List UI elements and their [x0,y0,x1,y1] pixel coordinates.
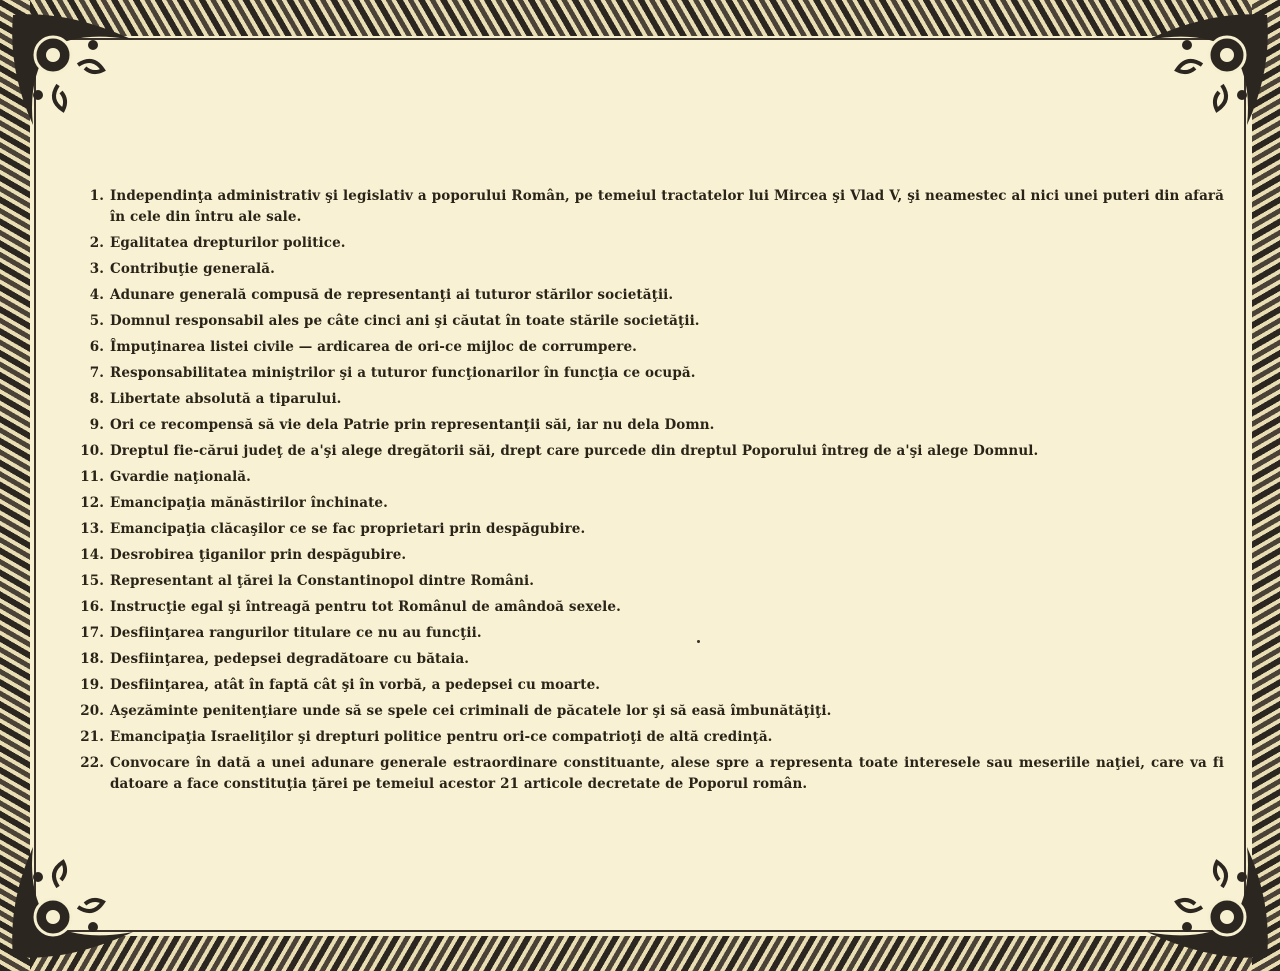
article-number: 13. [80,521,104,537]
article-number: 22. [80,755,104,771]
floral-corner-bottom-left-icon [8,842,138,962]
article-number: 1. [89,188,104,204]
article-item [74,389,1224,410]
article-number: 2. [89,235,104,251]
article-number: 17. [80,625,104,641]
article-item [74,259,1224,280]
article-text: Adunare generală compusă de representanţi ai tuturor stărilor societăţii. [110,287,674,303]
article-item [74,727,1224,748]
article-text: Domnul responsabil ales pe câte cinci ani şi căutat în toate stările societăţii. [110,313,700,329]
article-item [74,753,1224,795]
article-text: Dreptul fie-cărui judeţ de a'şi alege dregătorii săi, drept care purcede din dreptul Poporului întreg de a'şi alege Domnul. [110,443,1039,459]
article-text: Aşezăminte penitenţiare unde să se spele cei criminali de păcatele lor şi să easă îmbunătăţiţi. [110,703,832,719]
article-text: Independinţa administrativ şi legislativ a poporului Român, pe temeiul tractatelor lui Mircea şi Vlad V, şi neamestec al nici unei puteri din afară în cele din întru ale sale. [110,188,1224,225]
article-item [74,519,1224,540]
article-text: Emancipaţia Israeliţilor şi drepturi politice pentru ori-ce compatrioţi de altă credinţă. [110,729,773,745]
article-text: Contribuţie generală. [110,261,275,277]
article-text: Emancipaţia clăcaşilor ce se fac proprietari prin despăgubire. [110,521,586,537]
article-text: Ori ce recompensă să vie dela Patrie prin representanţii săi, iar nu dela Domn. [110,417,715,433]
article-item [74,415,1224,436]
article-number: 4. [89,287,104,303]
article-number: 8. [89,391,104,407]
article-text: Egalitatea drepturilor politice. [110,235,346,251]
article-number: 14. [80,547,104,563]
braided-border-bottom [0,936,1280,971]
braided-border-left [0,0,30,971]
article-text: Desfiinţarea, atât în faptă cât şi în vorbă, a pedepsei cu moarte. [110,677,601,693]
article-number: 16. [80,599,104,615]
article-item [74,623,1224,644]
floral-corner-top-left-icon [8,10,138,130]
article-item [74,571,1224,592]
article-number: 19. [80,677,104,693]
article-text: Emancipaţia mănăstirilor închinate. [110,495,388,511]
articles-list [74,186,1224,800]
article-text: Instrucţie egal şi întreagă pentru tot Românul de amândoă sexele. [110,599,621,615]
article-number: 9. [89,417,104,433]
braided-border-right [1252,0,1280,971]
article-text: Împuţinarea listei civile — ardicarea de ori-ce mijloc de corrumpere. [110,339,637,355]
article-number: 5. [89,313,104,329]
article-item [74,363,1224,384]
paper-speck [697,640,700,643]
braided-border-top [0,0,1280,36]
article-item [74,467,1224,488]
article-number: 15. [80,573,104,589]
article-text: Convocare în dată a unei adunare generale estraordinare constituante, alese spre a representa toate interesele sau meseriile naţiei, care va fi datoare a face constituţia ţărei pe temeiul acestor 21 articole decretate de Poporul român. [110,755,1224,792]
article-text: Desrobirea ţiganilor prin despăgubire. [110,547,407,563]
floral-corner-top-right-icon [1142,10,1272,130]
article-text: Libertate absolută a tiparului. [110,391,342,407]
article-number: 20. [80,703,104,719]
article-text: Gvardie naţională. [110,469,251,485]
article-number: 11. [80,469,104,485]
article-item [74,441,1224,462]
article-item [74,701,1224,722]
article-text: Desfiinţarea, pedepsei degradătoare cu bătaia. [110,651,470,667]
article-item [74,311,1224,332]
article-item [74,233,1224,254]
article-number: 12. [80,495,104,511]
article-number: 6. [89,339,104,355]
article-number: 3. [89,261,104,277]
article-number: 21. [80,729,104,745]
article-text: Desfiinţarea rangurilor titulare ce nu au funcţii. [110,625,482,641]
article-item [74,186,1224,228]
floral-corner-bottom-right-icon [1142,842,1272,962]
article-number: 18. [80,651,104,667]
article-item [74,545,1224,566]
article-number: 7. [89,365,104,381]
article-text: Responsabilitatea miniştrilor şi a tuturor funcţionarilor în funcţia ce ocupă. [110,365,696,381]
article-item [74,337,1224,358]
article-item [74,285,1224,306]
article-item [74,675,1224,696]
article-item [74,493,1224,514]
article-text: Representant al ţărei la Constantinopol dintre Români. [110,573,535,589]
article-item [74,649,1224,670]
article-item [74,597,1224,618]
article-number: 10. [80,443,104,459]
